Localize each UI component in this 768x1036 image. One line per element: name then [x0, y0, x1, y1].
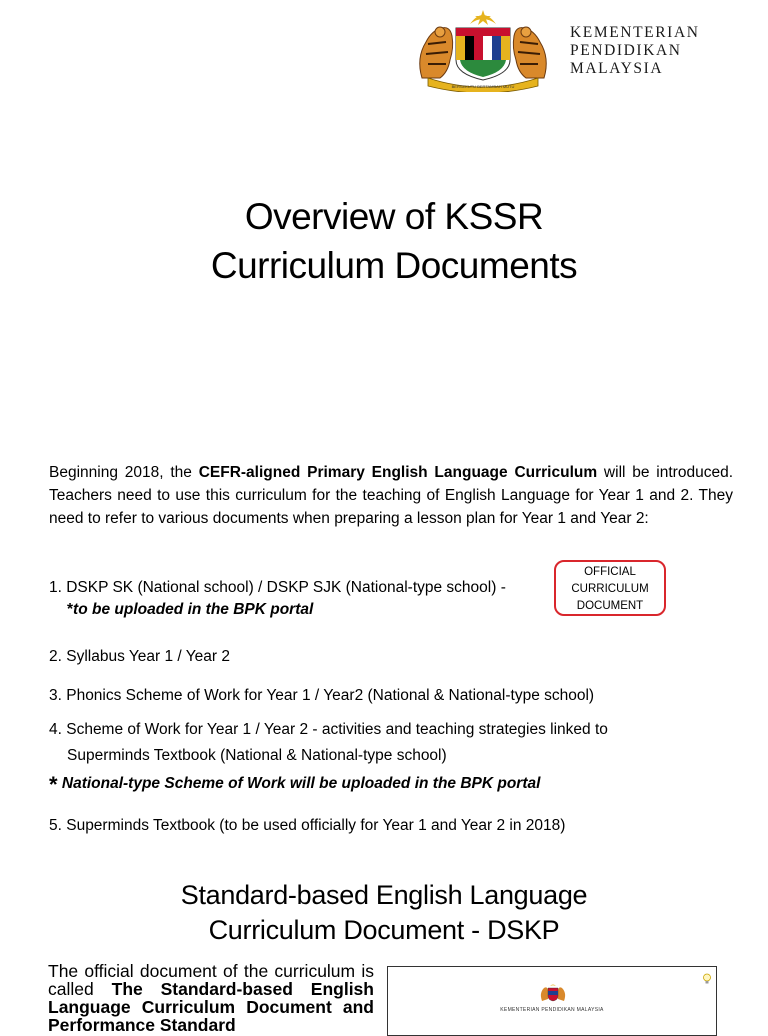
list-item-2: 2. Syllabus Year 1 / Year 2 — [49, 648, 230, 665]
list-item-4: 4. Scheme of Work for Year 1 / Year 2 - activities and teaching strategies linked to — [49, 721, 608, 738]
coat-of-arms-logo — [412, 8, 554, 92]
official-document-badge — [554, 560, 666, 616]
intro-bold: CEFR-aligned Primary English Language Curriculum — [198, 464, 598, 481]
document-thumbnail — [387, 966, 717, 1036]
ministry-name — [570, 24, 700, 78]
ministry-line-1: KEMENTERIAN — [570, 24, 700, 41]
ministry-line-2: PENDIDIKAN — [570, 42, 682, 59]
lightbulb-icon — [702, 973, 712, 985]
star-note: * National-type Scheme of Work will be uploaded in the BPK portal — [49, 772, 541, 797]
list-item-1-note: *to be uploaded in the BPK portal — [67, 601, 314, 618]
thumbnail-label: KEMENTERIAN PENDIDIKAN MALAYSIA — [500, 1007, 604, 1013]
badge-line-1: OFFICIAL — [584, 566, 636, 578]
intro-lead: Beginning 2018, the — [49, 464, 199, 481]
star-note-text: National-type Scheme of Work will be uploaded in the BPK portal — [61, 775, 541, 792]
list-item-5: 5. Superminds Textbook (to be used officially for Year 1 and Year 2 in 2018) — [49, 817, 566, 834]
list-item-1: 1. DSKP SK (National school) / DSKP SJK (National-type school) - — [49, 579, 506, 596]
dskp-paragraph — [48, 962, 374, 1034]
badge-line-3: DOCUMENT — [576, 600, 644, 612]
ministry-line-3: MALAYSIA — [570, 60, 664, 77]
section-heading-line-2: Curriculum Document - DSKP — [208, 915, 560, 945]
page-title-line-2: Curriculum Documents — [210, 245, 578, 286]
list-item-4-continued: Superminds Textbook (National & National-type school) — [67, 747, 447, 764]
page-title — [100, 192, 688, 290]
page-title-line-1: Overview of KSSR — [244, 196, 544, 237]
section-heading-line-1: Standard-based English Language — [180, 880, 588, 910]
intro-paragraph — [49, 461, 733, 530]
section-heading — [120, 878, 648, 948]
list-item-1-note-text: to be uploaded in the BPK portal — [73, 601, 314, 618]
badge-line-2: CURRICULUM — [571, 583, 649, 595]
dskp-lead: The official document of the curriculum is called — [48, 961, 374, 999]
crest-motto: BERSEKUTU BERTAMBAH MUTU — [451, 84, 515, 89]
intro-rest: will be introduced. Teachers need to use this curriculum for the teaching of English Language for Year 1 and 2. They need to refer to various documents when preparing a lesson plan for Year 1 and Year 2: — [49, 464, 733, 527]
list-item-3: 3. Phonics Scheme of Work for Year 1 / Year2 (National & National-type school) — [49, 687, 595, 704]
thumbnail-crest-icon — [538, 983, 568, 1003]
dskp-bold: The Standard-based English Language Curriculum Document and Performance Standard — [48, 979, 374, 1035]
